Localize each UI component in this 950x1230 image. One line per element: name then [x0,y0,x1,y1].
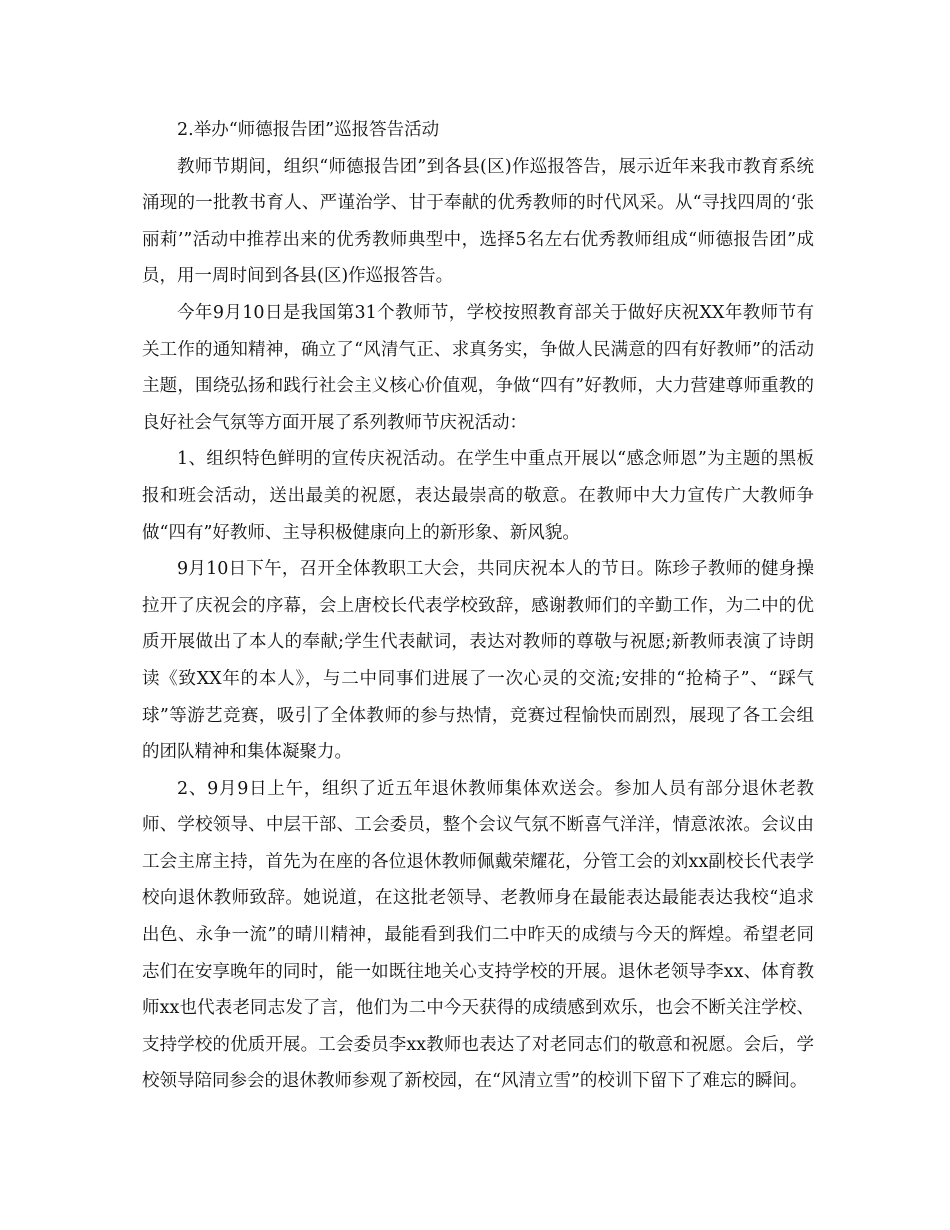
section-heading: 2.举办“师德报告团”巡报答告活动 [177,120,440,140]
document-page [142,112,814,1100]
paragraph-teacher-day-intro: 今年9月10日是我国第31个教师节，学校按照教育部关于做好庆祝XX年教师节有关工作的通知精神，确立了“风清气正、求真务实，争做人民满意的四有好教师”的活动主题，围绕弘扬和践行社会主义核心价值观，争做“四有”好教师，大力营建尊师重教的良好社会气氛等方面开展了系列教师节庆祝活动： [142,302,814,433]
paragraph-publicity-activity: 1、组织特色鲜明的宣传庆祝活动。在学生中重点开展以“感念师恩”为主题的黑板报和班会活动，送出最美的祝愿，表达最崇高的敬意。在教师中大力宣传广大教师争做“四有”好教师、主导积极健康向上的新形象、新风貌。 [142,449,814,543]
paragraph-teacher-day-report: 教师节期间，组织“师德报告团”到各县(区)作巡报答告，展示近年来我市教育系统涌现的一批教书育人、严谨治学、甘于奉献的优秀教师的时代风采。从“寻找四周的‘张丽莉’”活动中推荐出来的优秀教师典型中，选择5名左右优秀教师组成“师德报告团”成员，用一周时间到各县(区)作巡报答告。 [142,156,814,287]
paragraph-retirement-farewell: 2、9月9日上午，组织了近五年退休教师集体欢送会。参加人员有部分退休老教师、学校领导、中层干部、工会委员，整个会议气氛不断喜气洋洋，情意浓浓。会议由工会主席主持，首先为在座的各位退休教师佩戴荣耀花，分管工会的刘xx副校长代表学校向退休教师致辞。她说道，在这批老领导、老教师身在最能表达最能表达我校“追求出色、永争一流”的晴川精神，最能看到我们二中昨天的成绩与今天的辉煌。希望老同志们在安享晚年的同时，能一如既往地关心支持学校的开展。退休老领导李xx、体育教师xx也代表老同志发了言，他们为二中今天获得的成绩感到欢乐，也会不断关注学校、支持学校的优质开展。工会委员李xx教师也表达了对老同志们的敬意和祝愿。会后，学校领导陪同参会的退休教师参观了新校园，在“风清立雪”的校训下留下了难忘的瞬间。 [142,778,814,1092]
paragraph-staff-meeting: 9月10日下午，召开全体教职工大会，共同庆祝本人的节日。陈珍子教师的健身操拉开了庆祝会的序幕，会上唐校长代表学校致辞，感谢教师们的辛勤工作，为二中的优质开展做出了本人的奉献;学生代表献词，表达对教师的尊敬与祝愿;新教师表演了诗朗读《致XX年的本人》，与二中同事们进展了一次心灵的交流;安排的“抢椅子”、“踩气球”等游艺竞赛，吸引了全体教师的参与热情，竞赛过程愉快而剧烈，展现了各工会组的团队精神和集体凝聚力。 [142,559,814,763]
